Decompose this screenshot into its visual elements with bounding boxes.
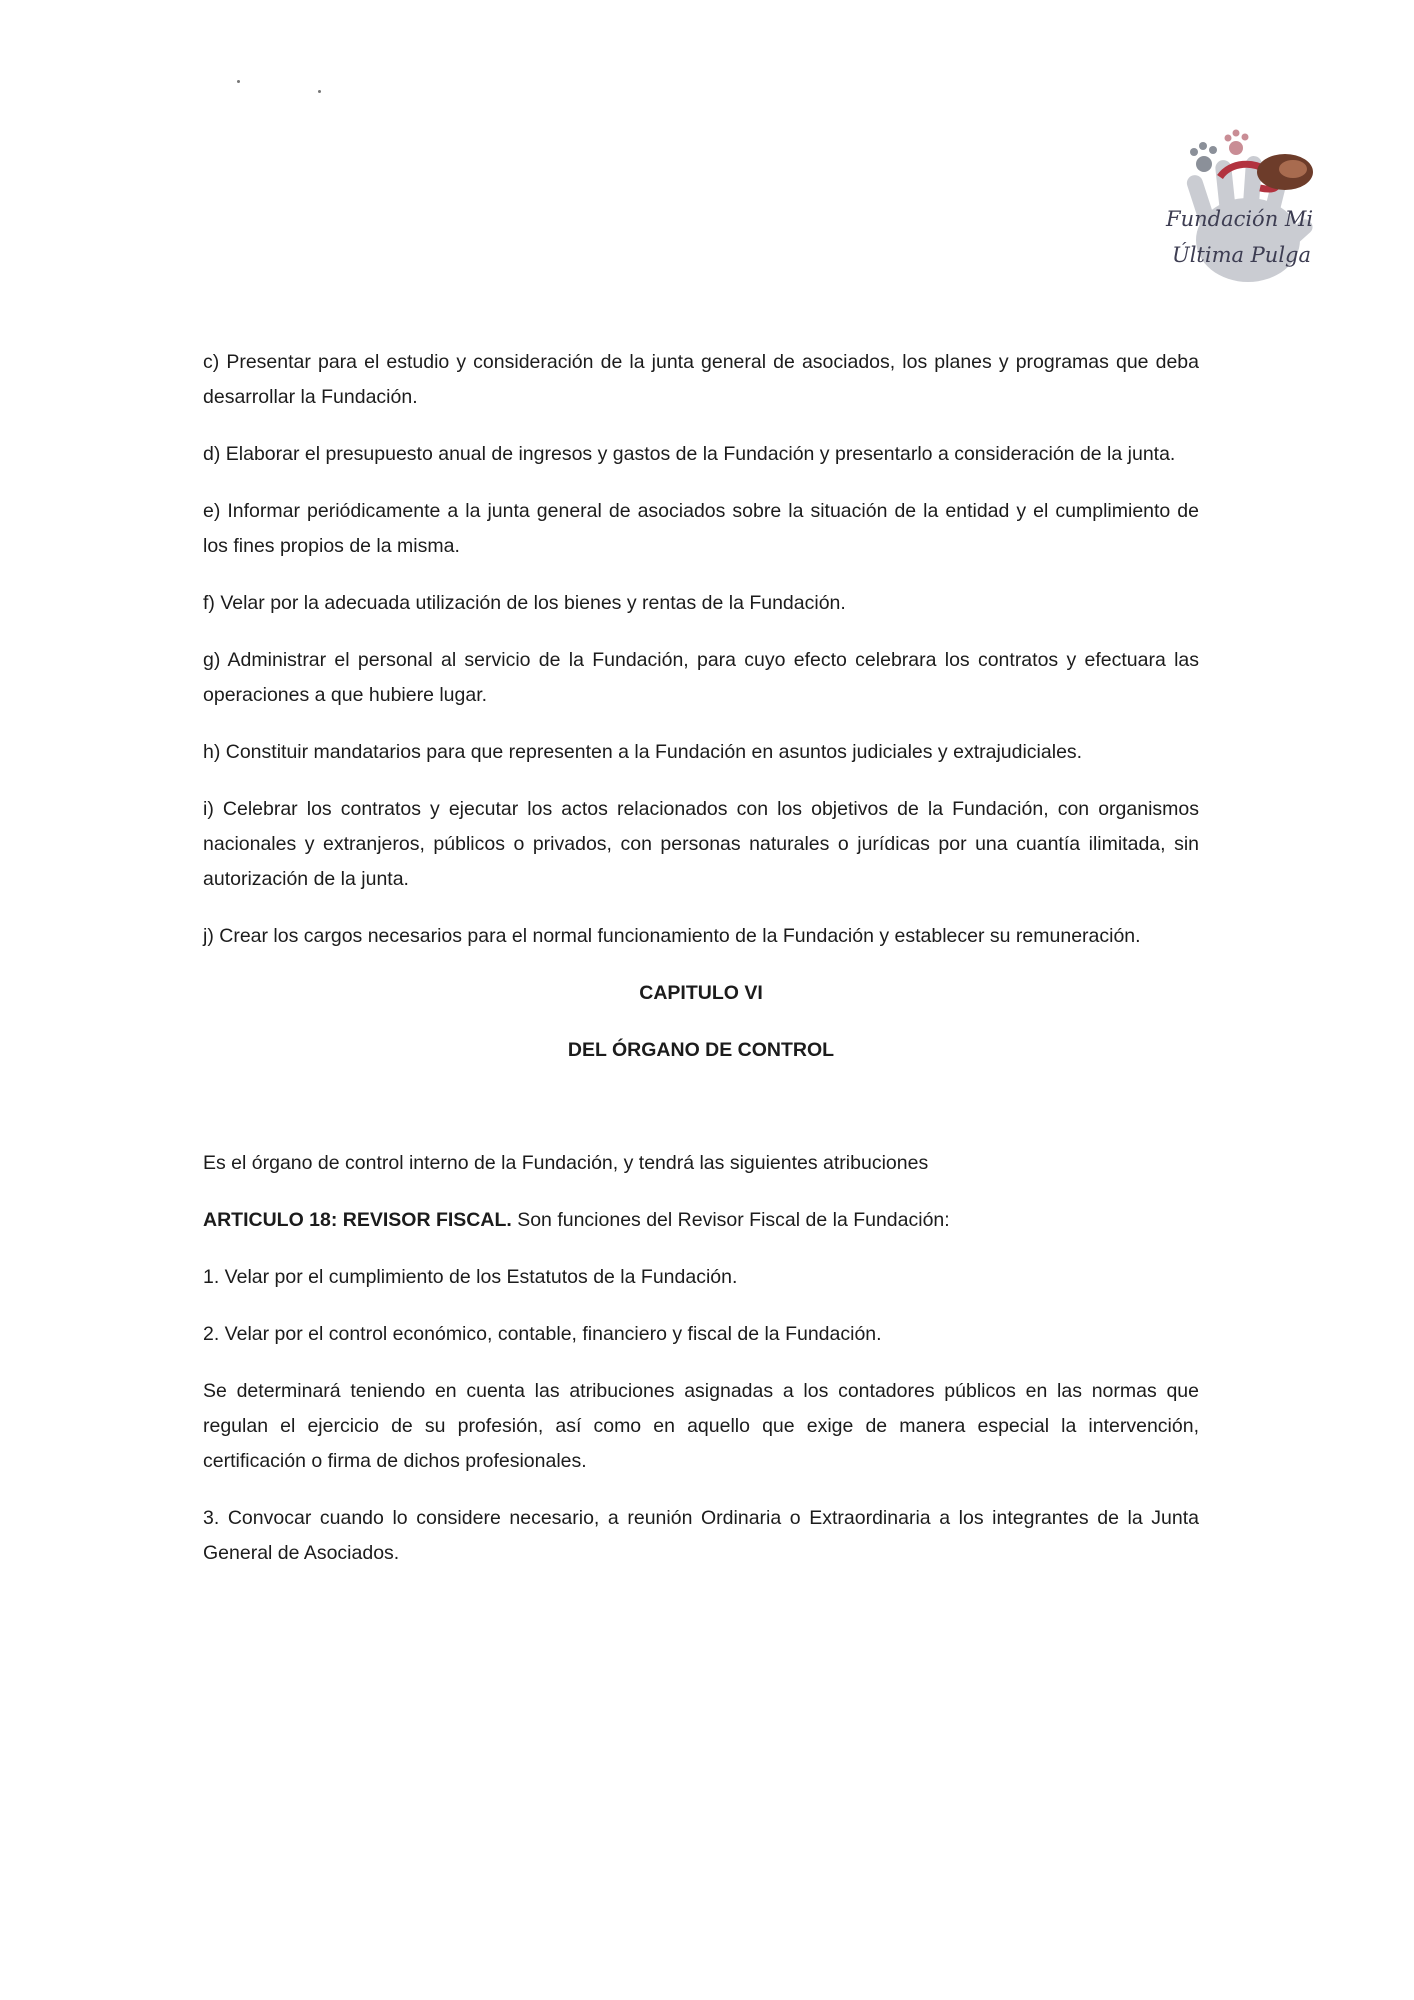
document-body [203, 345, 1199, 1593]
list-item: i) Celebrar los contratos y ejecutar los actos relacionados con los objetivos de la Fundación, con organismos nacionales y extranjeros, públicos o privados, con personas naturales o jurídicas por una cuantía ilimitada, sin autorización de la junta. [203, 798, 1199, 890]
paw-icon [1225, 130, 1249, 156]
chapter-number: CAPITULO VI [639, 982, 763, 1004]
logo-line2: Última Pulga [1172, 243, 1312, 267]
function-item: 3. Convocar cuando lo considere necesario, a reunión Ordinaria o Extraordinaria a los integrantes de la Junta General de Asociados. [203, 1507, 1199, 1564]
function-item: 1. Velar por el cumplimiento de los Estatutos de la Fundación. [203, 1266, 738, 1288]
list-item: c) Presentar para el estudio y consideración de la junta general de asociados, los planes y programas que deba desarrollar la Fundación. [203, 351, 1199, 408]
article-label: ARTICULO 18: REVISOR FISCAL. [203, 1209, 512, 1231]
function-note: Se determinará teniendo en cuenta las atribuciones asignadas a los contadores públicos en las normas que regulan el ejercicio de su profesión, así como en aquello que exige de manera especial la intervención, certificación o firma de dichos profesionales. [203, 1380, 1199, 1472]
list-item: h) Constituir mandatarios para que representen a la Fundación en asuntos judiciales y extrajudiciales. [203, 741, 1083, 763]
scan-speck [318, 90, 321, 93]
list-item: e) Informar periódicamente a la junta general de asociados sobre la situación de la entidad y el cumplimiento de los fines propios de la misma. [203, 500, 1199, 557]
paw-icon [1190, 142, 1217, 172]
article-text: Son funciones del Revisor Fiscal de la Fundación: [511, 1209, 950, 1231]
logo-graphic [1160, 122, 1330, 300]
scan-speck [237, 80, 240, 83]
function-item: 2. Velar por el control económico, contable, financiero y fiscal de la Fundación. [203, 1323, 882, 1345]
list-item: j) Crear los cargos necesarios para el normal funcionamiento de la Fundación y establecer su remuneración. [203, 925, 1141, 947]
list-item: f) Velar por la adecuada utilización de los bienes y rentas de la Fundación. [203, 592, 846, 614]
list-item: d) Elaborar el presupuesto anual de ingresos y gastos de la Fundación y presentarlo a consideración de la junta. [203, 443, 1176, 465]
logo-line1: Fundación Mi [1166, 207, 1314, 231]
list-item: g) Administrar el personal al servicio de la Fundación, para cuyo efecto celebrara los contratos y efectuara las operaciones a que hubiere lugar. [203, 649, 1199, 706]
chapter-title: DEL ÓRGANO DE CONTROL [567, 1039, 835, 1061]
chapter-intro: Es el órgano de control interno de la Fundación, y tendrá las siguientes atribuciones [203, 1152, 929, 1174]
article-heading [203, 1203, 1199, 1238]
foundation-logo [1160, 122, 1330, 300]
